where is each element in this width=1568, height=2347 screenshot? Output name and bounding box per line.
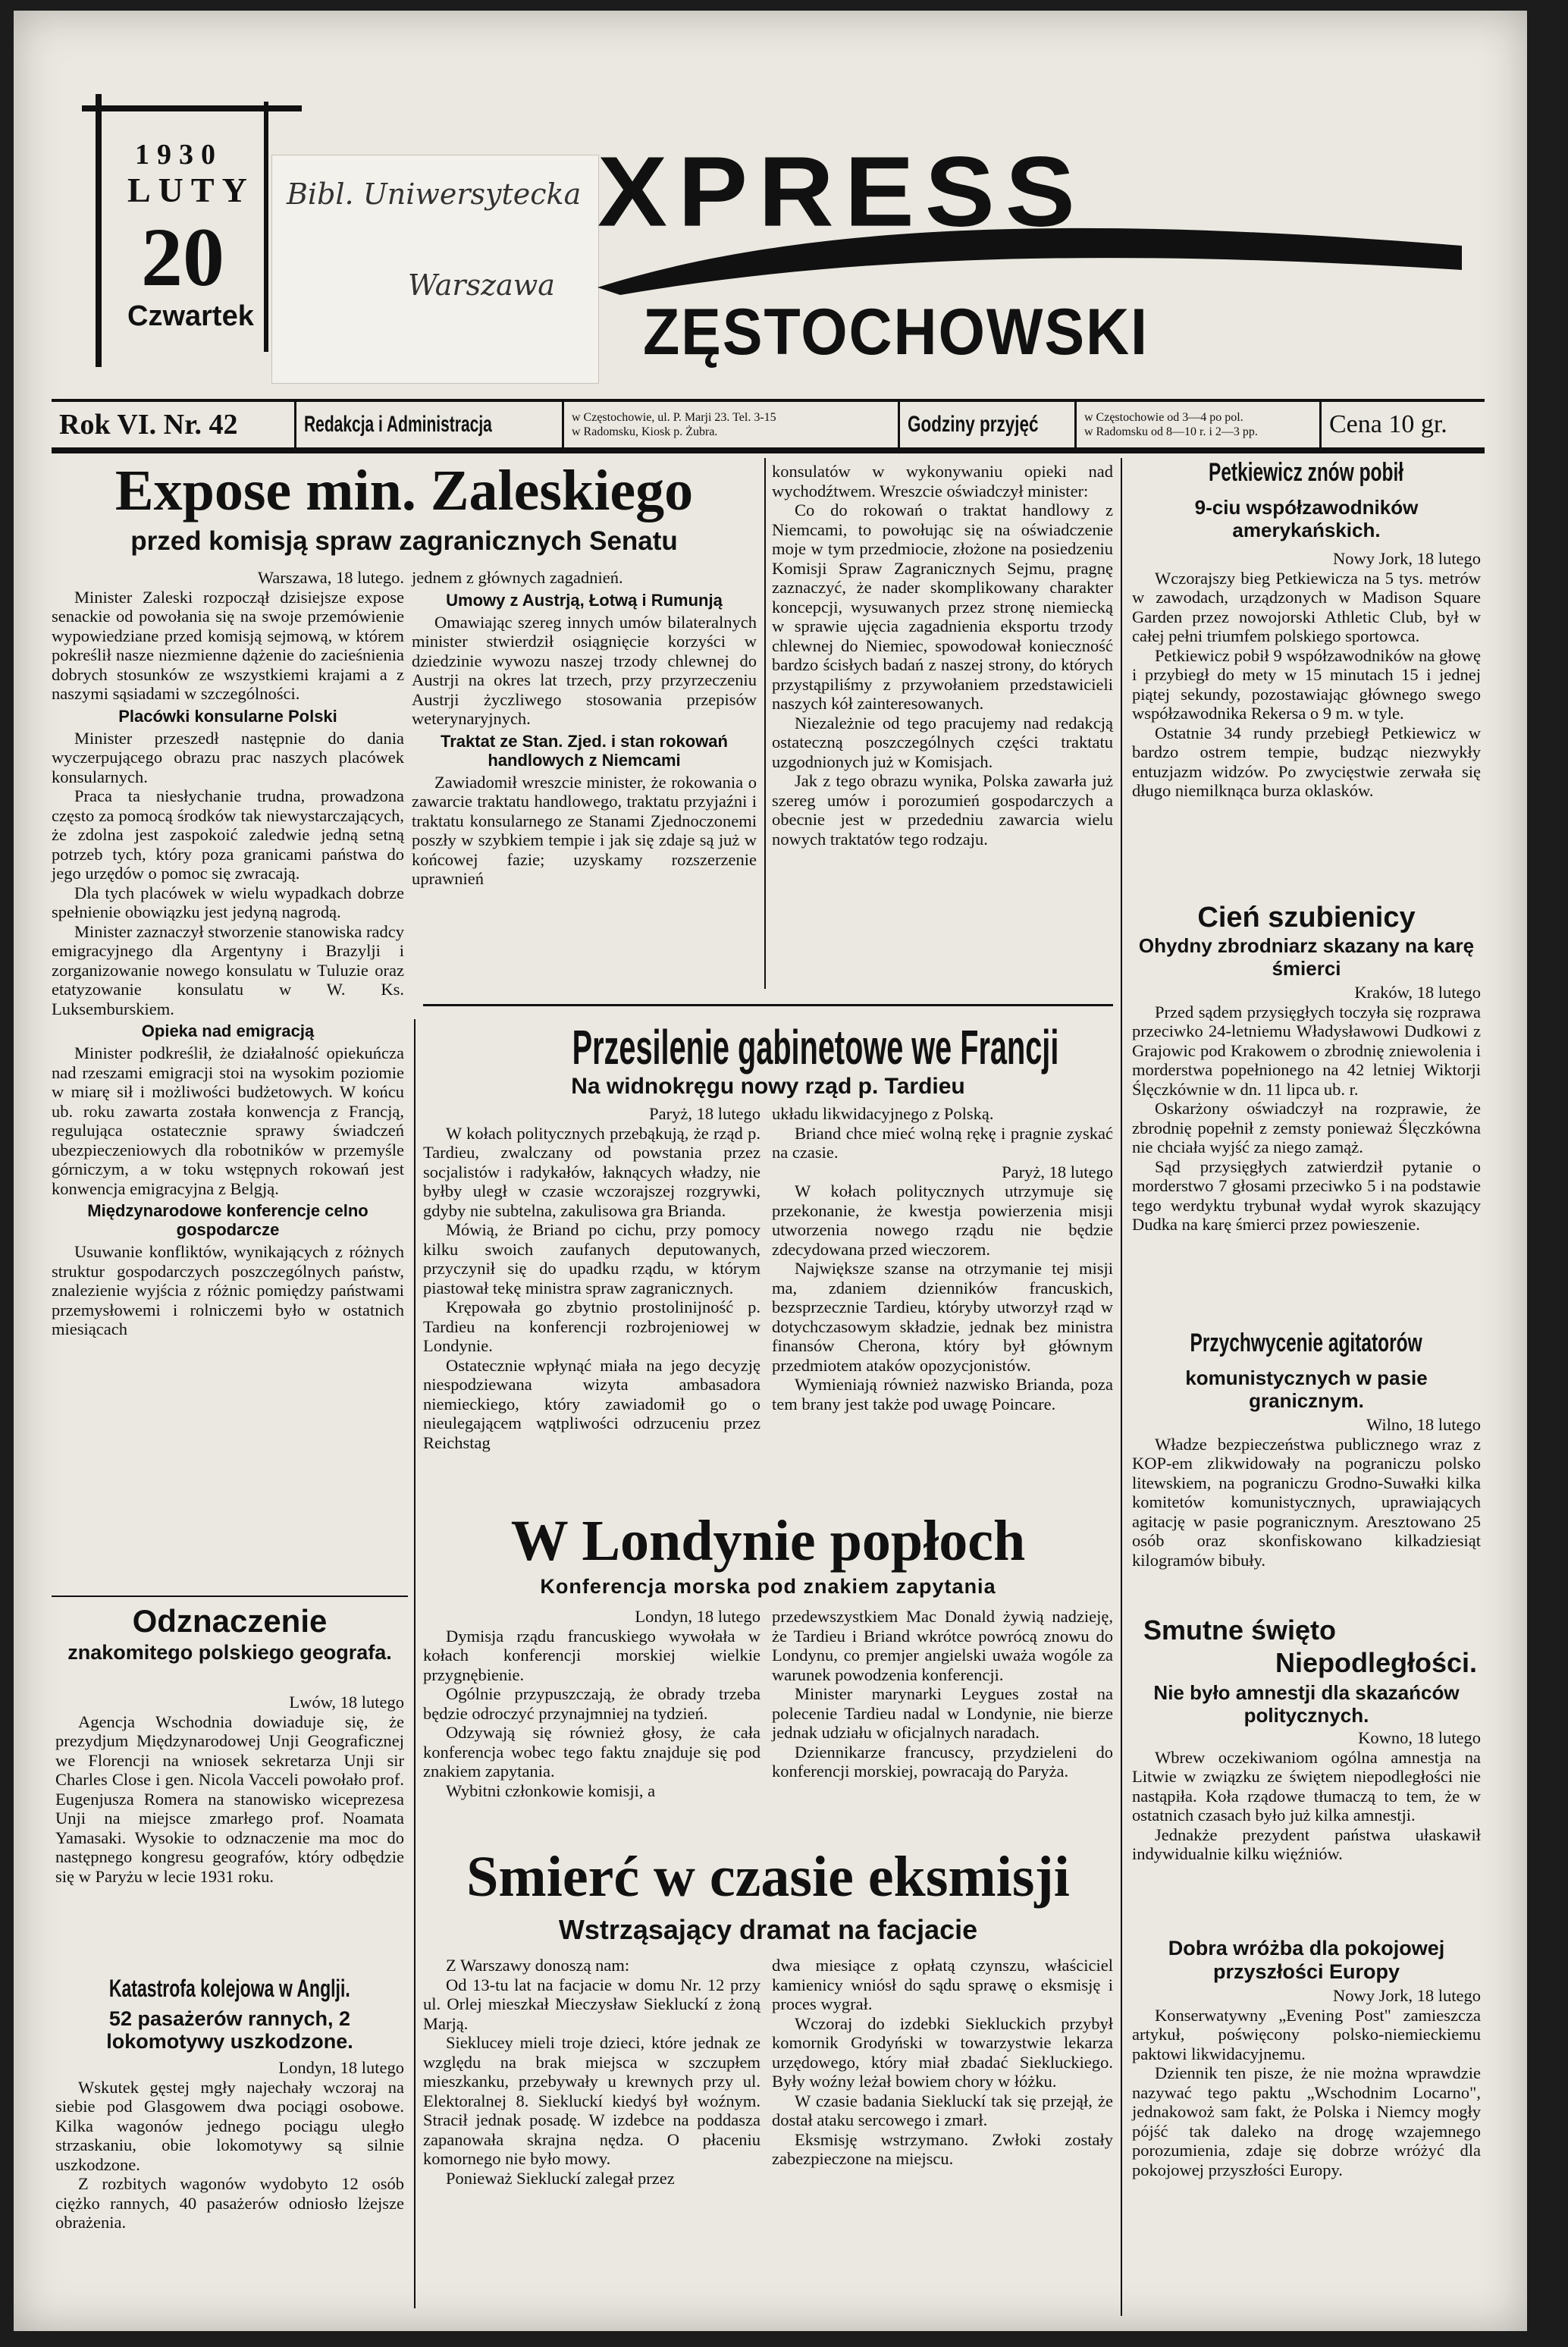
paragraph: Jednakże prezydent państwa ułaskawił indywidualnie kilku więźniów. <box>1132 1825 1481 1863</box>
paragraph: Agencja Wschodnia dowiaduje się, że prezydjum Międzynarodowej Unji Geograficznej we Florencji na wniosek sekretarza Unji sir Charles Close i gen. Nicola Vacceli powołało prof. Eugenjusza Romera na stanowisko wiceprezesa Unji na miejsce zmarłego prof. Noamata Yamasaki. Wysokie to odznaczenie ma moc do następnego kongresu geografów, który odbędzie się w Paryżu w lecie 1931 roku. <box>55 1712 404 1886</box>
hours-line-2: w Radomsku od 8—10 r. i 2—3 pp. <box>1084 425 1258 438</box>
article-katastrofa <box>55 2058 404 2232</box>
date-day: 20 <box>141 211 224 303</box>
article-odznaczenie <box>55 1693 404 1886</box>
info-bar <box>52 399 1485 450</box>
paragraph: Z Warszawy donoszą nam: <box>446 1956 630 1975</box>
paragraph: Oskarżony oświadczył na rozprawie, że zbrodnię popełnił z zemsty ponieważ Ślęczkówna nie chciała wyjść za niego zamąż. <box>1132 1099 1481 1156</box>
dateline: Kowno, 18 lutego <box>1358 1728 1481 1747</box>
headline-katastrofa: Katastrofa kolejowa w Anglji. <box>109 1975 350 2002</box>
newspaper-page <box>14 11 1527 2331</box>
paragraph: Odzywają się również głosy, że cała konferencja wobec tego faktu znajduje się pod znakiem zapytania. <box>423 1723 760 1781</box>
paragraph: Briand chce mieć wolną rękę i pragnie zyskać na czasie. <box>772 1123 1113 1162</box>
column-rule <box>764 458 766 989</box>
office-hours-label: Godziny przyjęć <box>900 402 1077 447</box>
paragraph: Ogólnie przypuszczają, że obrady trzeba będzie odroczyć przynajmniej na tydzień. <box>423 1684 760 1723</box>
headline-cien-szubienicy: Cień szubienicy <box>1197 902 1416 933</box>
paragraph: Eksmisję wstrzymano. Zwłoki zostały zabezpieczone na miejscu. <box>772 2129 1113 2168</box>
paragraph: Sąd przysięgłych zatwierdził pytanie o morderstwo 7 głosami przeciwko 5 i na podstawie tego werdyktu trybunał wydał wyrok skazujący Dudka na karę śmierci przez powieszenie. <box>1132 1156 1481 1234</box>
paragraph: Jak z tego obrazu wynika, Polska zawarła już szereg umów i porozumień gospodarczych a obecnie jest w przededniu zawarcia wielu nowych traktatów tego rodzaju. <box>772 771 1113 849</box>
dateline: Wilno, 18 lutego <box>1366 1415 1481 1434</box>
paragraph: Konserwatywny „Evening Post" zamieszcza artykuł, poświęcony polsko-niemieckiemu paktowi likwidacyjnemu. <box>1132 2005 1481 2063</box>
handwritten-note-2: Warszawa <box>408 268 555 302</box>
section-rule <box>423 1004 1113 1006</box>
paragraph: Wbrew oczekiwaniom ogólna amnestja na Litwie w związku ze świętem niepodległości nie nastąpiła. Koła rządowe tłumaczą to tem, że w ostatnich czasach było już kilka amnestji. <box>1132 1747 1481 1825</box>
paragraph: Wczorajszy bieg Petkiewicza na 5 tys. metrów w zawodach, urządzonych w Madison Square Garden przez nowojorski Athletic Club, był w całej pełni triumfem polskiego sportowca. <box>1132 568 1481 645</box>
paragraph: Minister zaznaczył stworzenie stanowiska radcy emigracyjnego dla Argentyny i Brazylji i zorganizowanie nowego konsulatu w Tuluzie oraz etatyzowanie konsulatu w W. Ks. Luksemburskiem. <box>52 921 404 1018</box>
paragraph: Petkiewicz pobił 9 współzawodników na głowę i przybiegł do mety w 15 minutach 15 i jednej piątej sekundy, pozostawiając głównego swego współzawodnika Rekersa o 9 m. w tyle. <box>1132 645 1481 723</box>
paragraph: Omawiając szereg innych umów bilateralnych minister stwierdził osiągnięcie korzyści w dziedzinie wywozu naszej trzody chlewnej do Austrji na okres lat trzech, przy przyrzeczeniu Austrji życzliwego stosowania przepisów weterynaryjnych. <box>412 612 757 728</box>
paragraph: konsulatów w wykonywaniu opieki nad wychodźtwem. Wreszcie oświadczył minister: <box>772 462 1113 500</box>
paragraph: Dziennikarze francuscy, przydzieleni do konferencji morskiej, powracają do Paryża. <box>772 1742 1113 1781</box>
dateline: Londyn, 18 lutego <box>635 1607 760 1626</box>
subheadline-smierc: Wstrząsający dramat na facjacie <box>558 1914 978 1945</box>
paragraph: Minister marynarki Leygues został na polecenie Tardieu nadal w Londynie, nie bierze jednak udziału w oficjalnych naradach. <box>772 1684 1113 1742</box>
subheadline-odznaczenie: znakomitego polskiego geografa. <box>67 1641 392 1664</box>
office-address <box>564 402 900 447</box>
dateline: Kraków, 18 lutego <box>1354 983 1481 1002</box>
paragraph: Minister podkreślił, że działalność opiekuńcza nad rzeszami emigracji stoi na wysokim poziomie w miarę sił i możliwości budżetowych. W końcu ub. roku zawarta została konwencja z Francją, regulująca ostatecznie sprawy świadczeń ubezpieczeniowych dla robotników w przemyśle górniczym, a w toku wstępnych rokowań jest konwencja emigracyjna z Belgją. <box>52 1043 404 1198</box>
handwritten-note-1: Bibl. Uniwersytecka <box>287 177 582 211</box>
article-przesilenie-col-2 <box>772 1104 1113 1414</box>
dateline: Paryż, 18 lutego <box>1002 1162 1113 1181</box>
paragraph: jednem z głównych zagadnień. <box>412 568 623 587</box>
dateline: Warszawa, 18 lutego. <box>257 568 404 587</box>
section-subheading: Traktat ze Stan. Zjed. i stan rokowań handlowych z Niemcami <box>441 731 728 770</box>
dateline: Lwów, 18 lutego <box>289 1693 404 1712</box>
address-line-1: w Częstochowie, ul. P. Marji 23. Tel. 3-15 <box>572 411 776 424</box>
paragraph: Wybitni członkowie komisji, a <box>446 1781 656 1800</box>
paragraph: Wymieniają również nazwisko Brianda, poza tem brany jest także pod uwagę Poincare. <box>772 1375 1113 1414</box>
headline-przychwycenie: Przychwycenie agitatorów <box>1190 1329 1423 1357</box>
masthead-swoosh <box>597 223 1462 295</box>
subheadline-cien-szubienicy: Ohydny zbrodniarz skazany na karę śmierci <box>1138 934 1475 980</box>
subheadline-w-londynie: Konferencja morska pod znakiem zapytania <box>540 1575 996 1598</box>
section-subheading: Placówki konsularne Polski <box>118 706 337 726</box>
article-smierc-col-1 <box>423 1956 760 2188</box>
headline-dobra-wrozba: Dobra wróżba dla pokojowej przyszłości Europy <box>1168 1937 1445 1983</box>
paragraph: Krępowała go zbytnio prostolinijność p. Tardieu na konferencji rozbrojeniowej w Londynie. <box>423 1297 760 1355</box>
price: Cena 10 gr. <box>1329 410 1447 438</box>
editorial-office-label: Redakcja i Administracja <box>296 402 564 447</box>
paragraph: W czasie badania Siekluckí tak się przejął, że dostał ataku sercowego i zmarł. <box>772 2091 1113 2129</box>
section-subheading: Umowy z Austrją, Łotwą i Rumunją <box>446 590 723 610</box>
newspaper-title-bottom: ZĘSTOCHOWSKI <box>643 296 1149 369</box>
article-dobra-wrozba <box>1132 1986 1481 2179</box>
hours-line-1: w Częstochowie od 3—4 po pol. <box>1084 411 1243 424</box>
dateline: Nowy Jork, 18 lutego <box>1333 549 1481 568</box>
paragraph: Z rozbitych wagonów wydobyto 12 osób ciężko rannych, 40 pasażerów odniosło lżejsze obrażenia. <box>55 2174 404 2232</box>
subheadline-petkiewicz: 9-ciu współzawodników amerykańskich. <box>1194 496 1419 541</box>
subheadline-katastrofa: 52 pasażerów rannych, 2 lokomotywy uszkodzone. <box>106 2007 353 2053</box>
paragraph: W kołach politycznych przebąkują, że rząd p. Tardieu, zwalczany od powstania przez socjalistów i radykałów, łaknących władzy, nie byłby uległ w czasie wczorajszej rozgrywki, gdyby nie subtelna, zakulisowa gra Brianda. <box>423 1123 760 1220</box>
subheadline-przychwycenie: komunistycznych w pasie granicznym. <box>1185 1366 1428 1412</box>
paragraph: Dziennik ten pisze, że nie można wprawdzie nazywać tego paktu „Wschodnim Locarno", jednakowoż sam fakt, że Polska i Niemcy mogły pójść tak daleko na drogę wzajemnego porozumienia, zdaje się dobrze wróżyć dla pokojowej przyszłości Europy. <box>1132 2063 1481 2179</box>
paragraph: Minister przeszedł następnie do dania wyczerpującego obrazu prac naszych placówek konsularnych. <box>52 728 404 786</box>
issue-number: Rok VI. Nr. 42 <box>52 402 296 447</box>
article-w-londynie-col-2 <box>772 1607 1113 1781</box>
paragraph: Władze bezpieczeństwa publicznego wraz z KOP-em zlikwidowały na pograniczu polsko litewskiem, na pograniczu Grodno-Suwałki kilka komitetów komunistycznych, uprawiających agitację w pasie pogranicznym. Aresztowano 25 osób oraz skonfiskowano kilkadziesiąt kilogramów bibuły. <box>1132 1434 1481 1570</box>
headline-expose: Expose min. Zaleskiego <box>114 459 694 522</box>
paragraph: Minister Zaleski rozpoczął dzisiejsze expose senackie od powołania się na swoje przemówienie wypowiedziane przed komisją sejmową, w którem pokreślił nasze niezmienne dążenie do zacieśnienia dobrych stosunków ze wszystkiemi krajami a z naszymi sąsiadami w szczególności. <box>52 587 404 703</box>
article-w-londynie-col-1 <box>423 1607 760 1800</box>
paragraph: przedewszystkiem Mac Donald żywią nadzieję, że Tardieu i Briand wkrótce powrócą znowu do Londynu, co premjer angielski uważa wogóle za warunek powodzenia konferencji. <box>772 1607 1113 1684</box>
subheadline-przesilenie: Na widnokręgu nowy rząd p. Tardieu <box>571 1074 965 1099</box>
paragraph: Mówią, że Briand po cichu, przy pomocy kilku swoich zaufanych deputowanych, przyczynił się do upadku rządu, w którym piastował tekę ministra spraw zagranicznych. <box>423 1220 760 1297</box>
headline-smutne-swieto-line-2: Niepodległości. <box>1275 1647 1477 1678</box>
column-rule <box>414 1019 416 2308</box>
headline-odznaczenie: Odznaczenie <box>132 1603 328 1639</box>
paragraph: Sieklucey mieli troje dzieci, które jednak ze względu na brak miejsca w szczupłem mieszkanku, przebywały u krewnych przy ul. Elektoralnej 8. Siekluckí kiedyś był woźnym. Stracił jednak posadę. W izdebce na poddasza zapanowała skrajna nędza. O płaceniu komornego nie było mowy. <box>423 2033 760 2168</box>
paragraph: Co do rokowań o traktat handlowy z Niemcami, to powołując się na oświadczenie moje w tym przedmiocie, złożone na posiedzeniu Komisji Spraw Zagranicznych Sejmu, pragnę zaznaczyć, że nader skomplikowany charakter koncepcji, wysuwanych przez stronę niemiecką w sprawie ujęcia zagadnienia eksportu trzody chlewnej do Niemiec, spowodował konieczność bardzo ścisłych badań z naszej strony, do których przystąpiliśmy z przywołaniem przedstawicieli naszych kół zainteresowanych. <box>772 500 1113 713</box>
paragraph: Praca ta niesłychanie trudna, prowadzona często za pomocą środków tak niewystarczających, że zdolna jest zaspokoić zaledwie jedną setną potrzeb tych, który poza granicami państwa do jego urzędów o pomoc się zwracają. <box>52 786 404 883</box>
header-rule <box>52 450 1485 453</box>
dateline: Londyn, 18 lutego <box>278 2058 404 2077</box>
paragraph: Największe szanse na otrzymanie tej misji ma, zdaniem dzienników francuskich, bezsprzecznie Tardieu, któryby utworzył rząd w dotychczasowym składzie, jednak bez ministra finansów Cherona, który był głównym przedmiotem ataków opozycjonistów. <box>772 1259 1113 1375</box>
paragraph: układu likwidacyjnego z Polską. <box>772 1104 994 1123</box>
article-expose-col-3 <box>772 462 1113 849</box>
dateline: Nowy Jork, 18 lutego <box>1333 1986 1481 2005</box>
subheadline-expose: przed komisją spraw zagranicznych Senatu <box>130 526 678 556</box>
dateline: Paryż, 18 lutego <box>649 1104 760 1123</box>
paragraph: W kołach politycznych utrzymuje się przekonanie, że kwestja powierzenia misji utworzenia nowego rządu nie będzie zdecydowana przed wieczorem. <box>772 1181 1113 1259</box>
article-przesilenie-col-1 <box>423 1104 760 1452</box>
article-smutne-swieto <box>1132 1728 1481 1864</box>
paragraph: Ponieważ Siekluckí zalegał przez <box>446 2168 675 2188</box>
article-cien-szubienicy <box>1132 983 1481 1235</box>
date-year: 1930 <box>135 139 223 171</box>
subheadline-smutne-swieto: Nie było amnestji dla skazańców politycznych. <box>1153 1681 1460 1727</box>
date-weekday: Czwartek <box>127 300 254 332</box>
section-rule <box>52 1596 408 1597</box>
newspaper-title-top: XPRESS <box>597 136 1086 248</box>
paragraph: Przed sądem przysięgłych toczyła się rozprawa przeciwko 24-letniemu Władysławowi Dudkowi z Grajowic pod Krakowem o zbrodnię zniewolenia i morderstwa popełnionego na 42 letniej Wiktorji Ślęczkównie w dn. 11 lipca ub. r. <box>1132 1002 1481 1099</box>
paragraph: Zawiadomił wreszcie minister, że rokowania o zawarcie traktatu handlowego, traktatu przyjaźni i traktatu konsularnego ze Stanami Zjednoczonemi poszły w szybkiem tempie i jak się zdaje są już w końcowej fazie; uzyskamy rozszerzenie uprawnień <box>412 772 757 888</box>
date-month: LUTY <box>127 171 255 209</box>
section-subheading: Opieka nad emigracją <box>141 1021 315 1040</box>
headline-przesilenie: Przesilenie gabinetowe we Francji <box>572 1020 1059 1075</box>
article-smierc-col-2 <box>772 1956 1113 2169</box>
column-rule <box>1121 458 1122 2316</box>
paragraph: Dymisja rządu francuskiego wywołała w kołach konferencji morskiej wielkie przygnębienie. <box>423 1626 760 1684</box>
paragraph: Ostatnie 34 rundy przebiegł Petkiewicz w bardzo ostrem tempie, budząc niezwykły entuzjazm widzów. Po zwycięstwie zerwała się długo niemilknąca burza oklasków. <box>1132 723 1481 800</box>
article-przychwycenie <box>1132 1415 1481 1570</box>
paragraph: Wczoraj do izdebki Siekluckich przybył komornik Grodyński w towarzystwie lekarza urzędowego, który miał zbadać Siekluckiego. Były woźny leżał bowiem chory w łóżku. <box>772 2013 1113 2091</box>
office-hours <box>1077 402 1322 447</box>
paragraph: Od 13-tu lat na facjacie w domu Nr. 12 przy ul. Orlej mieszkał Mieczysław Siekluckí z żoną Marją. <box>423 1975 760 2033</box>
paragraph: Usuwanie konfliktów, wynikających z różnych struktur gospodarczych poszczególnych państw, znalezienie wyjścia z różnic pomiędzy państwami przemysłowemi i rolniczemi było w ostatnich miesiącach <box>52 1242 404 1338</box>
section-subheading: Międzynarodowe konferencje celno gospodarcze <box>87 1201 368 1239</box>
address-line-2: w Radomsku, Kiosk p. Żubra. <box>572 425 718 438</box>
headline-smierc: Smierć w czasie eksmisji <box>466 1845 1070 1909</box>
paragraph: Niezależnie od tego pracujemy nad redakcją ostateczną poszczególnych części traktatu uzgodnionych już w Komisjach. <box>772 713 1113 771</box>
paragraph: Wskutek gęstej mgły najechały wczoraj na siebie pod Glasgowem dwa pociągi osobowe. Kilka wagonów jednego pociągu uległo strzaskaniu, obie lokomotywy są silnie uszkodzone. <box>55 2077 404 2174</box>
article-expose-col-1 <box>52 568 404 1339</box>
headline-w-londynie: W Londynie popłoch <box>510 1509 1026 1573</box>
paragraph: Dla tych placówek w wielu wypadkach dobrze spełnienie obowiązku jest jedyną nagrodą. <box>52 883 404 921</box>
headline-smutne-swieto: Smutne święto <box>1143 1614 1337 1646</box>
paragraph: dwa miesiące z opłatą czynszu, właściciel kamienicy wniósł do sądu sprawę o eksmisję i proces wygrał. <box>772 1956 1113 2013</box>
headline-petkiewicz: Petkiewicz znów pobił <box>1209 458 1404 487</box>
paragraph: Ostatecznie wpłynąć miała na jego decyzję niespodziewana wizyta ambasadora niemieckiego, który zawiadomił go o nieulegającem wątpliwości odrzuceniu przez Reichstag <box>423 1355 760 1452</box>
article-petkiewicz <box>1132 549 1481 801</box>
article-expose-col-2 <box>412 568 757 889</box>
